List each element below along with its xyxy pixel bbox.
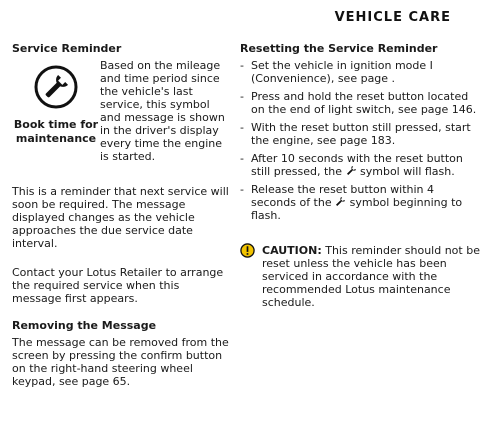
wrench-icon: [346, 165, 357, 176]
step4-text-before: After 10 seconds with the reset button still pressed, the: [251, 152, 463, 178]
caution-text: [255, 244, 480, 309]
step5-text-after: symbol beginning to flash.: [251, 196, 463, 222]
removing-message-body: The message can be removed from the screen by pressing the confirm button on the right-hand steering wheel keypad, see page 65.: [12, 336, 229, 388]
list-item: [240, 152, 480, 178]
icon-caption: Book time for maintenance: [13, 118, 99, 145]
caution-icon: [240, 243, 255, 258]
service-icon-box: [12, 59, 100, 146]
caution-title: CAUTION:: [262, 244, 322, 257]
resetting-heading: Resetting the Service Reminder: [240, 42, 438, 55]
right-column: [240, 42, 480, 309]
service-reminder-description: Based on the mileage and time period since the vehicle's last service, this symbol and message is shown in the driver's display every time the engine is started.: [100, 59, 225, 163]
page-section-title: VEHICLE CARE: [334, 10, 451, 25]
contact-paragraph: Contact your Lotus Retailer to arrange the required service when this message first appears.: [12, 266, 224, 305]
wrench-icon: [335, 196, 346, 207]
caution-body: This reminder should not be reset unless the vehicle has been serviced in accordance with the recommended Lotus maintenance schedule.: [262, 244, 480, 309]
reminder-paragraph: This is a reminder that next service will soon be required. The message displayed changes as the vehicle approaches the due service date interval.: [12, 185, 229, 250]
step4-text-after: symbol will flash.: [360, 165, 455, 178]
removing-message-heading: Removing the Message: [12, 319, 157, 332]
service-reminder-heading: Service Reminder: [12, 42, 122, 55]
wrench-icon: [34, 65, 78, 109]
list-item: - Set the vehicle in ignition mode I (Convenience), see page .: [240, 59, 480, 85]
reset-steps-list: [240, 59, 480, 222]
left-column: [12, 42, 230, 388]
list-item: - Press and hold the reset button located on the end of light switch, see page 146.: [240, 90, 480, 116]
list-item: [240, 183, 480, 222]
list-item: - With the reset button still pressed, start the engine, see page 183.: [240, 121, 480, 147]
step5-text-before: Release the reset button within 4 seconds of the: [251, 183, 435, 209]
service-reminder-block: [12, 59, 230, 163]
caution-block: [240, 244, 480, 309]
